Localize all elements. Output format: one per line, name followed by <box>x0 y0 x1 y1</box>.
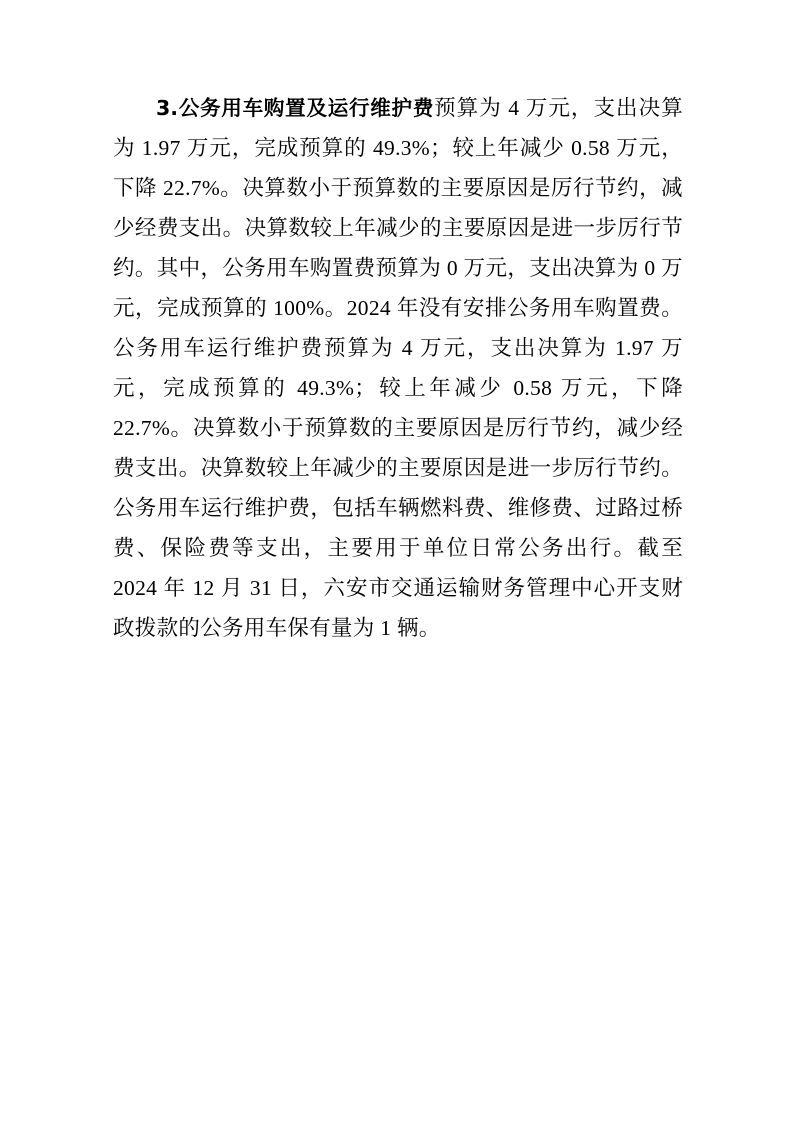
paragraph-lead-label: 3.公务用车购置及运行维护费 <box>156 96 435 120</box>
paragraph-official-vehicle-expenses <box>113 88 683 648</box>
paragraph-text: 预算为 4 万元，支出决算为 1.97 万元，完成预算的 49.3%；较上年减少 0.58 万元，下降 22.7%。决算数小于预算数的主要原因是厉行节约，减少经费支出。决算数较上年减少的主要原因是进一步厉行节约。其中，公务用车购置费预算为 0 万元，支出决算为 0 万元，完成预算的 100%。2024 年没有安排公务用车购置费。公务用车运行维护费预算为 4 万元，支出决算为 1.97 万元，完成预算的 49.3%；较上年减少 0.58 万元，下降 22.7%。决算数小于预算数的主要原因是厉行节约，减少经费支出。决算数较上年减少的主要原因是进一步厉行节约。公务用车运行维护费，包括车辆燃料费、维修费、过路过桥费、保险费等支出，主要用于单位日常公务出行。截至 2024 年 12 月 31 日，六安市交通运输财务管理中心开支财政拨款的公务用车保有量为 1 辆。 <box>113 96 683 640</box>
document-body <box>113 88 683 648</box>
